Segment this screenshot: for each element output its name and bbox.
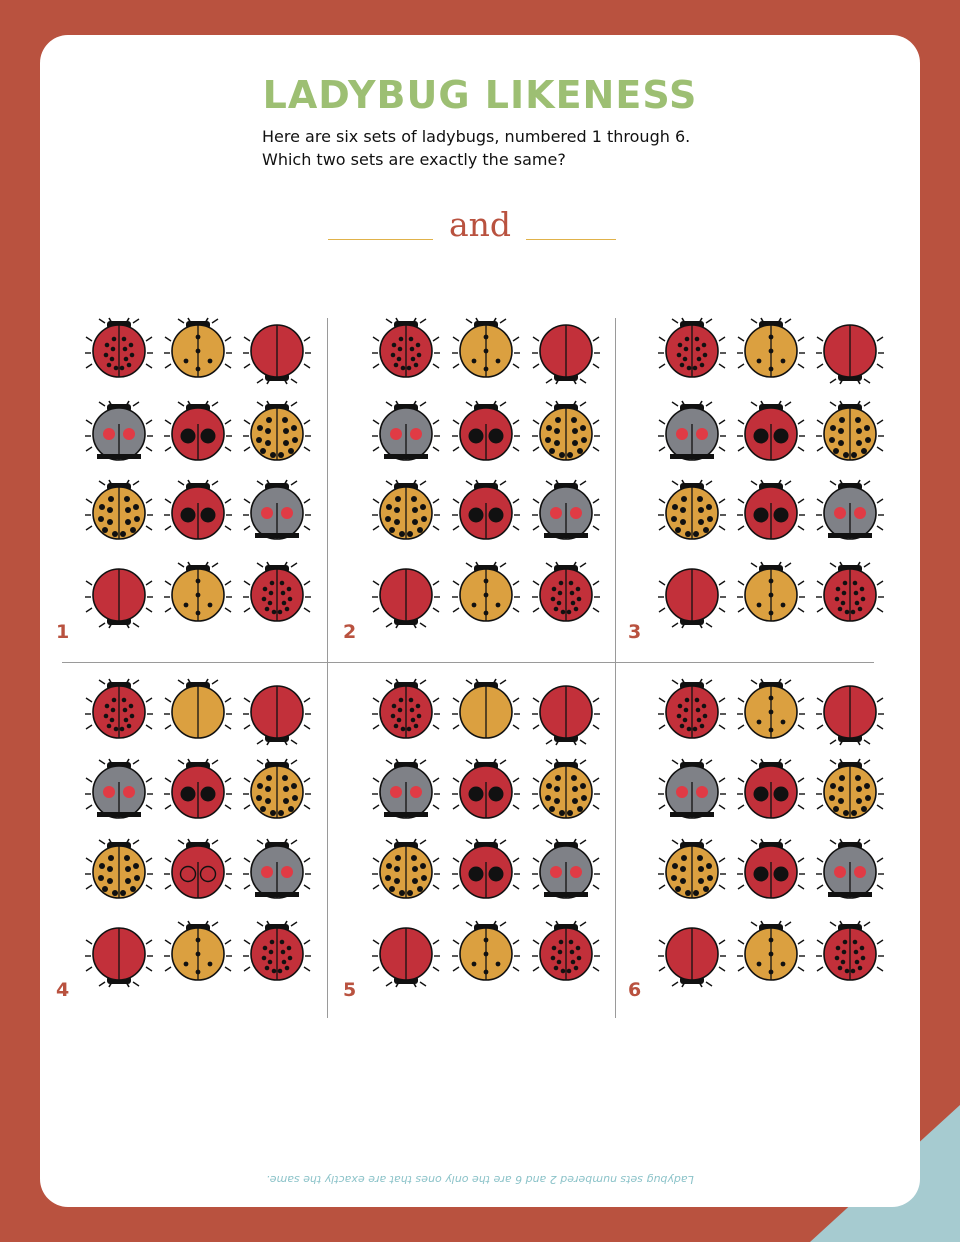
ladybug-set2-r2c3 [531, 399, 601, 469]
ladybug-set1-r3c2 [163, 478, 233, 548]
ladybug-set5-r2c2 [451, 757, 521, 827]
ladybug-set6-r2c1 [657, 757, 727, 827]
ladybug-set2-r1c3 [531, 316, 601, 386]
ladybug-set2-r1c1 [371, 316, 441, 386]
ladybug-set4-r4c1 [84, 919, 154, 989]
ladybug-set5-r1c3 [531, 677, 601, 747]
ladybug-set4-r3c3 [242, 837, 312, 907]
ladybug-set6-r1c3 [815, 677, 885, 747]
ladybug-set1-r1c3 [242, 316, 312, 386]
divider-vertical-left [327, 318, 328, 1018]
ladybug-set2-r4c3 [531, 560, 601, 630]
ladybug-set5-r3c1 [371, 837, 441, 907]
instructions [262, 125, 782, 171]
ladybug-set6-r1c1 [657, 677, 727, 747]
ladybug-set6-r3c2 [736, 837, 806, 907]
puzzle-card [40, 35, 920, 1207]
ladybug-set4-r2c3 [242, 757, 312, 827]
ladybug-set3-r2c3 [815, 399, 885, 469]
ladybug-set6-r2c3 [815, 757, 885, 827]
ladybug-set1-r1c1 [84, 316, 154, 386]
ladybug-set2-r1c2 [451, 316, 521, 386]
ladybug-set2-r4c2 [451, 560, 521, 630]
ladybug-set4-r2c1 [84, 757, 154, 827]
ladybug-set3-r2c1 [657, 399, 727, 469]
ladybug-set4-r1c2 [163, 677, 233, 747]
ladybug-set3-r4c2 [736, 560, 806, 630]
ladybug-set5-r3c2 [451, 837, 521, 907]
ladybug-set4-r3c2 [163, 837, 233, 907]
answer-key: Ladybug sets numbered 2 and 6 are the only ones that are exactly the same. [266, 1173, 694, 1186]
ladybug-set3-r4c1 [657, 560, 727, 630]
set-number-1: 1 [56, 621, 70, 643]
ladybug-set3-r4c3 [815, 560, 885, 630]
set-number-4: 4 [56, 979, 70, 1001]
page-title: LADYBUG LIKENESS [262, 73, 698, 117]
ladybug-set3-r3c2 [736, 478, 806, 548]
ladybug-set1-r1c2 [163, 316, 233, 386]
set-number-5: 5 [343, 979, 357, 1001]
ladybug-set6-r4c1 [657, 919, 727, 989]
ladybug-set6-r4c2 [736, 919, 806, 989]
ladybug-set1-r3c3 [242, 478, 312, 548]
ladybug-set4-r3c1 [84, 837, 154, 907]
divider-vertical-right [615, 318, 616, 1018]
answer-blank-1[interactable] [328, 239, 433, 240]
ladybug-set5-r4c2 [451, 919, 521, 989]
instruction-line-1: Here are six sets of ladybugs, numbered 1 through 6. [262, 127, 691, 146]
answer-connector: and [448, 205, 512, 244]
ladybug-set4-r4c2 [163, 919, 233, 989]
ladybug-set2-r2c1 [371, 399, 441, 469]
ladybug-set2-r3c3 [531, 478, 601, 548]
ladybug-set4-r1c3 [242, 677, 312, 747]
ladybug-set1-r3c1 [84, 478, 154, 548]
ladybug-set5-r4c3 [531, 919, 601, 989]
ladybug-set3-r1c3 [815, 316, 885, 386]
ladybug-set1-r4c3 [242, 560, 312, 630]
ladybug-set4-r1c1 [84, 677, 154, 747]
ladybug-set3-r3c1 [657, 478, 727, 548]
ladybug-set3-r1c1 [657, 316, 727, 386]
set-number-3: 3 [628, 621, 642, 643]
ladybug-set4-r4c3 [242, 919, 312, 989]
set-number-6: 6 [628, 979, 642, 1001]
ladybug-set2-r2c2 [451, 399, 521, 469]
ladybug-set1-r4c2 [163, 560, 233, 630]
ladybug-set2-r3c1 [371, 478, 441, 548]
divider-horizontal [62, 662, 874, 663]
instruction-line-2: Which two sets are exactly the same? [262, 150, 566, 169]
ladybug-set3-r2c2 [736, 399, 806, 469]
ladybug-set6-r3c3 [815, 837, 885, 907]
ladybug-set5-r1c1 [371, 677, 441, 747]
ladybug-set6-r4c3 [815, 919, 885, 989]
ladybug-set5-r2c3 [531, 757, 601, 827]
ladybug-set5-r4c1 [371, 919, 441, 989]
ladybug-set1-r4c1 [84, 560, 154, 630]
ladybug-set6-r3c1 [657, 837, 727, 907]
ladybug-set4-r2c2 [163, 757, 233, 827]
ladybug-set6-r1c2 [736, 677, 806, 747]
ladybug-set3-r1c2 [736, 316, 806, 386]
ladybug-set5-r1c2 [451, 677, 521, 747]
ladybug-set1-r2c3 [242, 399, 312, 469]
answer-blank-2[interactable] [526, 239, 616, 240]
ladybug-set3-r3c3 [815, 478, 885, 548]
ladybug-set1-r2c1 [84, 399, 154, 469]
ladybug-set1-r2c2 [163, 399, 233, 469]
ladybug-set5-r3c3 [531, 837, 601, 907]
ladybug-set2-r4c1 [371, 560, 441, 630]
ladybug-set6-r2c2 [736, 757, 806, 827]
ladybug-set2-r3c2 [451, 478, 521, 548]
ladybug-set5-r2c1 [371, 757, 441, 827]
set-number-2: 2 [343, 621, 357, 643]
